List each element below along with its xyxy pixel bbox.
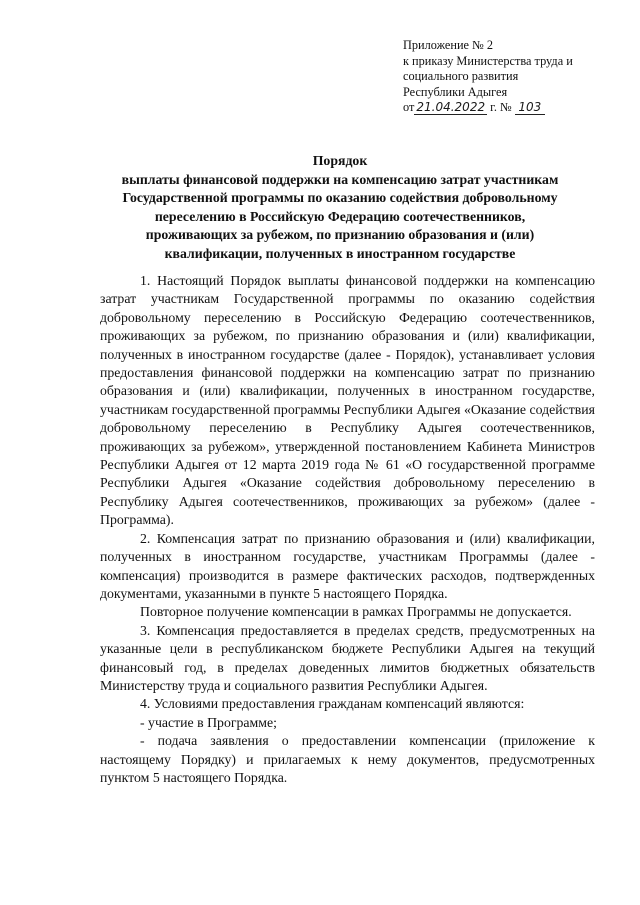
title-line-4: проживающих за рубежом, по признанию образования и (или)	[145, 227, 535, 243]
condition-item-1: - участие в Программе;	[140, 714, 277, 730]
paragraph-4: 4. Условиями предоставления гражданам компенсаций являются:	[140, 696, 525, 712]
number-prefix: г. №	[490, 100, 512, 114]
paragraph-3: 3. Компенсация предоставляется в пределах средств, предусмотренных на указанные цели в республиканском бюджете Республики Адыгея на текущий финансовый год, в пределах доведенных лимитов бюджетных обязательств Министерству труда и социального развития Республики Адыгея.	[100, 622, 595, 693]
paragraph-2: 2. Компенсация затрат по признанию образования и (или) квалификации, полученных в иностранном государстве, участникам Программы (далее - компенсация) производится в размере фактических расходов, подтвержденных документами, указанными в пункте 5 настоящего Порядка.	[100, 530, 595, 601]
appendix-date-line	[403, 100, 628, 116]
title-line-1: выплаты финансовой поддержки на компенсацию затрат участникам	[121, 171, 559, 187]
title-heading: Порядок	[312, 153, 368, 168]
paragraph-1: 1. Настоящий Порядок выплаты финансовой поддержки на компенсацию затрат участникам Государственной программы по оказанию содействия добровольному переселению в Российскую Федерацию соотечественников, проживающих за рубежом, по признанию образования и (или) квалификации, полученных в иностранном государстве (далее - Порядок), устанавливает условия предоставления финансовой поддержки на компенсацию затрат по признанию образования и (или) квалификации, полученных в иностранном государстве, участникам государственной программы Республики Адыгея «Оказание содействия добровольному переселению в Республику Адыгея соотечественников, проживающих за рубежом», утвержденной постановлением Кабинета Министров Республики Адыгея от 12 марта 2019 года № 61 «О государственной программе Республики Адыгея «Оказание содействия добровольному переселению в Республику Адыгея соотечественников, проживающих за рубежом» (далее - Программа).	[100, 273, 595, 528]
title-line-3: переселению в Российскую Федерацию соотечественников,	[154, 208, 526, 224]
paragraph-2-repeat-note: Повторное получение компенсации в рамках Программы не допускается.	[140, 604, 572, 620]
title-line-2: Государственной программы по оказанию содействия добровольному	[122, 190, 558, 206]
document-body	[100, 272, 595, 787]
handwritten-number: 103	[515, 101, 545, 115]
condition-item-2: - подача заявления о предоставлении компенсации (приложение к настоящему Порядку) и прилагаемых к нему документов, предусмотренных пунктом 5 настоящего Порядка.	[100, 733, 595, 785]
appendix-line-2: к приказу Министерства труда и	[403, 53, 573, 68]
appendix-line-3: социального развития	[403, 69, 519, 83]
title-line-5: квалификации, полученных в иностранном государстве	[164, 245, 516, 261]
appendix-block	[403, 38, 628, 116]
appendix-line-1: Приложение № 2	[403, 38, 494, 52]
date-prefix: от	[403, 100, 415, 114]
handwritten-date: 21.04.2022	[416, 100, 486, 114]
document-title	[95, 152, 585, 264]
appendix-line-4: Республики Адыгея	[403, 84, 508, 99]
